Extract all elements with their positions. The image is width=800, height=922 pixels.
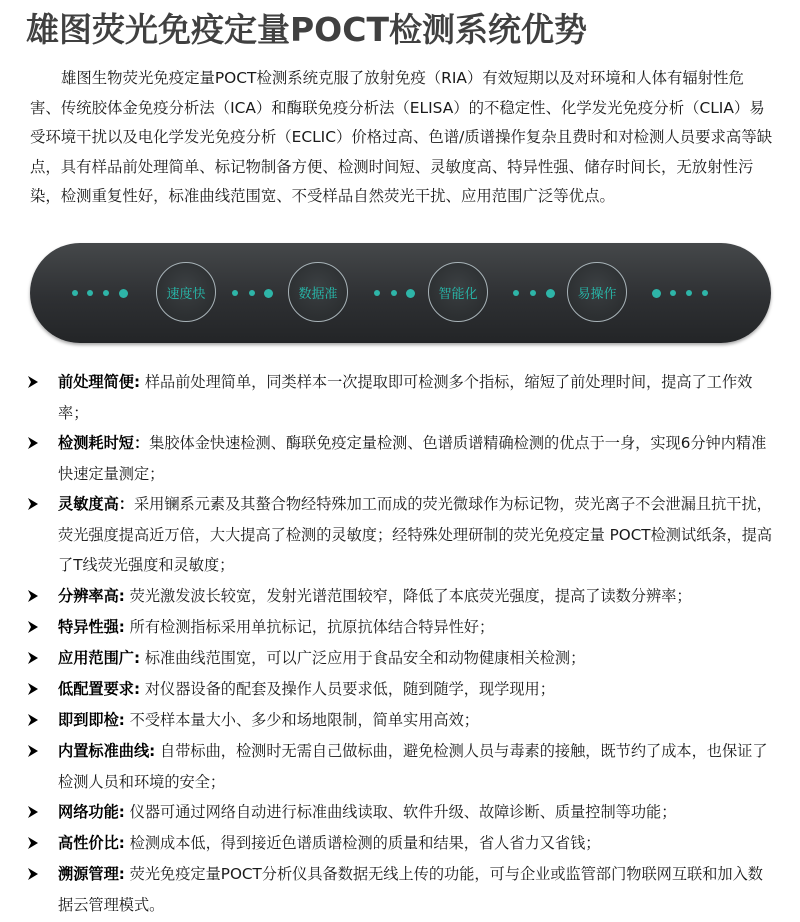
list-item: 前处理简便: 样品前处理简单，同类样本一次提取即可检测多个指标，缩短了前处理时间，提高了工作效率； [58,373,753,422]
dot-decoration [87,290,93,296]
dot-decoration [406,289,415,298]
arrow-bullet-icon [26,589,40,603]
list-item: 网络功能: 仪器可通过网络自动进行标准曲线读取、软件升级、故障诊断、质量控制等功能； [58,803,677,821]
arrow-bullet-icon [26,497,40,511]
list-item: 高性价比: 检测成本低，得到接近色谱质谱检测的质量和结果，省人省力又省钱； [58,834,601,852]
arrow-bullet-icon [26,651,40,665]
dot-decoration [103,290,109,296]
list-item: 低配置要求: 对仪器设备的配套及操作人员要求低，随到随学，现学现用； [58,680,555,698]
arrow-bullet-icon [26,436,40,450]
dot-decoration [391,290,397,296]
list-item: 特异性强: 所有检测指标采用单抗标记，抗原抗体结合特异性好； [58,618,495,636]
arrow-bullet-icon [26,744,40,758]
feature-intelligent: 智能化 [428,262,488,322]
arrow-bullet-icon [26,867,40,881]
dot-decoration [670,290,676,296]
dot-decoration [702,290,708,296]
dot-decoration [264,289,273,298]
feature-accuracy: 数据准 [288,262,348,322]
arrow-bullet-icon [26,805,40,819]
arrow-bullet-icon [26,713,40,727]
arrow-bullet-icon [26,682,40,696]
list-item: 即到即检: 不受样本量大小、多少和场地限制，简单实用高效； [58,711,479,729]
dot-decoration [374,290,380,296]
dot-decoration [249,290,255,296]
dot-decoration [232,290,238,296]
intro-paragraph: 雄图生物荧光免疫定量POCT检测系统克服了放射免疫（RIA）有效短期以及对环境和人体有辐射性危害、传统胶体金免疫分析法（ICA）和酶联免疫分析法（ELISA）的不稳定性、化学发光免疫分析（CLIA）易受环境干扰以及电化学发光免疫分析（ECLIC）价格过高、色谱/质谱操作复杂且费时和对检测人员要求高等缺点，具有样品前处理简单、标记物制备方便、检测时间短、灵敏度高、特异性强、储存时间长，无放射性污染，检测重复性好，标准曲线范围宽、不受样品自然荧光干扰、应用范围广泛等优点。 [30,69,773,205]
arrow-bullet-icon [26,836,40,850]
dot-decoration [513,290,519,296]
dot-decoration [530,290,536,296]
list-item: 分辨率高: 荧光激发波长较宽，发射光谱范围较窄，降低了本底荧光强度，提高了读数分辨率； [58,587,692,605]
dot-decoration [652,289,661,298]
list-item: 检测耗时短：集胶体金快速检测、酶联免疫定量检测、色谱质谱精确检测的优点于一身，实现6分钟内精准快速定量测定； [58,434,767,483]
list-item: 溯源管理: 荧光免疫定量POCT分析仪具备数据无线上传的功能，可与企业或监管部门物联网互联和加入数据云管理模式。 [58,865,763,914]
dot-decoration [546,289,555,298]
list-item: 内置标准曲线: 自带标曲，检测时无需自己做标曲，避免检测人员与毒素的接触，既节约了成本，也保证了检测人员和环境的安全； [58,742,768,791]
feature-speed: 速度快 [156,262,216,322]
dot-decoration [72,290,78,296]
feature-easy-operation: 易操作 [567,262,627,322]
dot-decoration [119,289,128,298]
list-item: 灵敏度高：采用镧系元素及其螯合物经特殊加工而成的荧光微球作为标记物，荧光离子不会泄漏且抗干扰，荧光强度提高近万倍，大大提高了检测的灵敏度；经特殊处理研制的荧光免疫定量 POCT检测试纸条，提高了T线荧光强度和灵敏度； [58,495,773,574]
page-title: 雄图荧光免疫定量POCT检测系统优势 [26,10,587,49]
dot-decoration [686,290,692,296]
arrow-bullet-icon [26,620,40,634]
arrow-bullet-icon [26,375,40,389]
list-item: 应用范围广: 标准曲线范围宽，可以广泛应用于食品安全和动物健康相关检测； [58,649,586,667]
